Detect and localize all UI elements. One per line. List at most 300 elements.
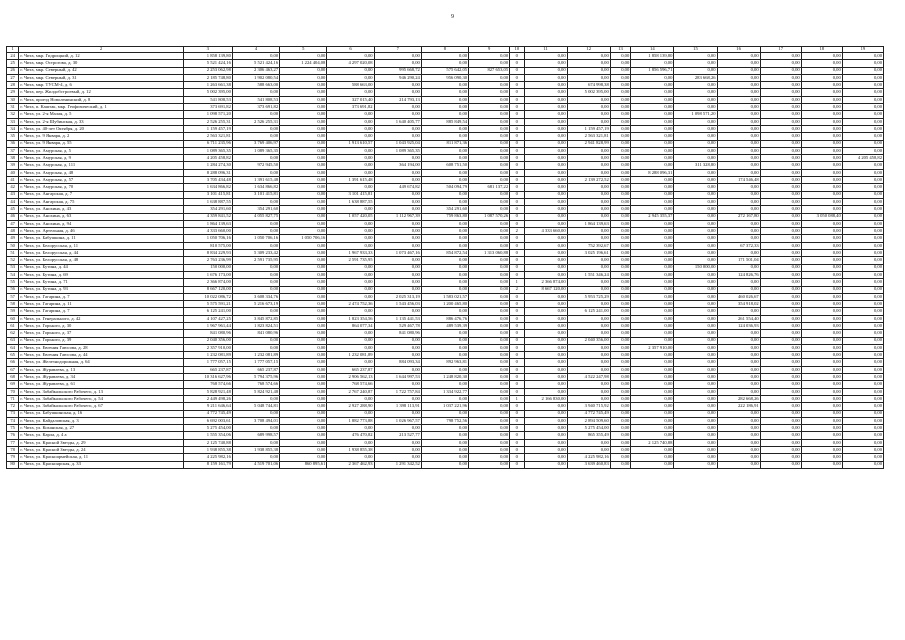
value-cell: 0,00 — [801, 89, 842, 96]
value-cell: 689 998,57 — [232, 432, 279, 439]
value-cell: 0,00 — [610, 322, 631, 329]
value-cell: 0,00 — [717, 118, 760, 125]
value-cell: 0,00 — [842, 447, 883, 454]
value-cell: 0,00 — [524, 322, 567, 329]
value-cell: 0,00 — [674, 147, 717, 154]
value-cell: 1 050 706,16 — [183, 235, 232, 242]
value-cell: 0,00 — [567, 147, 610, 154]
value-cell: 0,00 — [567, 366, 610, 373]
value-cell: 0,00 — [421, 344, 468, 351]
value-cell: 0,00 — [674, 184, 717, 191]
value-cell: 0,00 — [801, 293, 842, 300]
value-cell: 1 089 365,35 — [374, 147, 421, 154]
row-number-cell: 49 — [7, 235, 19, 242]
value-cell: 0,00 — [469, 279, 510, 286]
value-cell: 4 359 841,52 — [183, 213, 232, 220]
value-cell: 752 392,67 — [567, 242, 610, 249]
value-cell: 0,00 — [232, 279, 279, 286]
address-cell: г. Чита, ул. Карла, д. 4 а — [19, 432, 183, 439]
value-cell: 1 391 615,48 — [232, 177, 279, 184]
value-cell: 0,00 — [421, 82, 468, 89]
value-cell: 0,00 — [610, 410, 631, 417]
value-cell: 0,00 — [842, 184, 883, 191]
value-cell: 0 — [510, 133, 524, 140]
value-cell: 0,00 — [842, 96, 883, 103]
value-cell: 0,00 — [567, 257, 610, 264]
table-row — [7, 118, 884, 125]
value-cell: 1 858 139,80 — [631, 53, 674, 60]
value-cell: 0,00 — [842, 89, 883, 96]
value-cell: 0,00 — [760, 198, 801, 205]
table-row — [7, 206, 884, 213]
value-cell: 2 357 910,00 — [183, 344, 232, 351]
value-cell: 0,00 — [374, 235, 421, 242]
value-cell: 0,00 — [421, 454, 468, 461]
value-cell: 0,00 — [524, 308, 567, 315]
value-cell: 860 895,61 — [280, 461, 327, 468]
value-cell: 541 808,53 — [232, 96, 279, 103]
address-cell: г. Чита, ул. Красной Звезды, д. 24 — [19, 447, 183, 454]
value-cell: 0,00 — [374, 228, 421, 235]
table-row — [7, 89, 884, 96]
value-cell: 0,00 — [610, 67, 631, 74]
value-cell: 0,00 — [760, 454, 801, 461]
value-cell: 0,00 — [280, 454, 327, 461]
address-cell: г. Чита, ул. Анохина, д. 63 — [19, 213, 183, 220]
column-header: 10 — [510, 47, 524, 53]
value-cell: 0,00 — [610, 301, 631, 308]
value-cell: 0,00 — [801, 74, 842, 81]
value-cell: 0,00 — [374, 104, 421, 111]
value-cell: 1 098 571,20 — [674, 111, 717, 118]
value-cell: 0,00 — [421, 425, 468, 432]
value-cell: 0,00 — [374, 344, 421, 351]
value-cell: 0,00 — [469, 162, 510, 169]
value-cell: 0 — [510, 454, 524, 461]
value-cell: 5 824 921,48 — [232, 388, 279, 395]
value-cell: 0,00 — [760, 366, 801, 373]
value-cell: 1 043 925,04 — [374, 140, 421, 147]
value-cell: 0,00 — [674, 271, 717, 278]
address-cell: г. Чита, ул. Гагарина, д. 7 — [19, 293, 183, 300]
table-row — [7, 169, 884, 176]
value-cell: 0,00 — [801, 352, 842, 359]
value-cell: 0,00 — [374, 337, 421, 344]
row-number-cell: 45 — [7, 206, 19, 213]
value-cell: 0,00 — [232, 111, 279, 118]
row-number-cell: 55 — [7, 279, 19, 286]
value-cell: 0,00 — [524, 213, 567, 220]
value-cell: 956 090,30 — [421, 74, 468, 81]
value-cell: 0,00 — [280, 410, 327, 417]
value-cell: 0,00 — [280, 425, 327, 432]
table-row — [7, 322, 884, 329]
value-cell: 2 306 463,27 — [232, 67, 279, 74]
value-cell: 222 186,91 — [717, 403, 760, 410]
value-cell: 0,00 — [567, 74, 610, 81]
address-cell: г. Чита, ул. Забайкальского Рабочего, д. 13 — [19, 388, 183, 395]
value-cell: 0,00 — [842, 67, 883, 74]
value-cell: 0,00 — [280, 301, 327, 308]
value-cell: 0,00 — [567, 184, 610, 191]
value-cell: 0,00 — [801, 359, 842, 366]
table-row — [7, 228, 884, 235]
value-cell: 0,00 — [760, 228, 801, 235]
address-cell: г. Чита, ул. Белорусская, д. 48 — [19, 257, 183, 264]
value-cell: 0,00 — [524, 125, 567, 132]
value-cell: 0,00 — [610, 82, 631, 89]
address-cell: г. Чита, пер. Жилдобстроевый, д. 12 — [19, 89, 183, 96]
value-cell: 213 527,77 — [374, 432, 421, 439]
address-cell: г. Чита, ул. Кайдаловская, д. 3 — [19, 417, 183, 424]
value-cell: 0,00 — [801, 417, 842, 424]
value-cell: 0,00 — [327, 271, 374, 278]
table-row — [7, 155, 884, 162]
value-cell: 0,00 — [567, 60, 610, 67]
value-cell: 0,00 — [280, 162, 327, 169]
table-row — [7, 344, 884, 351]
value-cell: 0,00 — [631, 374, 674, 381]
value-cell: 0,00 — [232, 220, 279, 227]
value-cell: 0 — [510, 403, 524, 410]
value-cell: 0,00 — [610, 206, 631, 213]
value-cell: 0 — [510, 432, 524, 439]
value-cell: 0,00 — [631, 96, 674, 103]
value-cell: 2 591 735,95 — [232, 257, 279, 264]
value-cell: 0,00 — [280, 257, 327, 264]
value-cell: 0,00 — [610, 417, 631, 424]
value-cell: 0 — [510, 257, 524, 264]
value-cell: 0,00 — [567, 359, 610, 366]
value-cell: 4 333 660,00 — [183, 228, 232, 235]
value-cell: 0,00 — [232, 242, 279, 249]
value-cell: 0,00 — [469, 242, 510, 249]
value-cell: 0 — [510, 425, 524, 432]
address-cell: г. Чита, ул. 9 Января, д. 2 — [19, 133, 183, 140]
value-cell: 10 022 086,72 — [183, 293, 232, 300]
value-cell: 0,00 — [717, 191, 760, 198]
value-cell: 0,00 — [610, 461, 631, 468]
value-cell: 3 705 434,48 — [183, 177, 232, 184]
value-cell: 0,00 — [842, 315, 883, 322]
value-cell: 0,00 — [760, 417, 801, 424]
value-cell: 0,00 — [842, 301, 883, 308]
value-cell: 0,00 — [524, 191, 567, 198]
value-cell: 1 676 173,00 — [183, 271, 232, 278]
value-cell: 0,00 — [469, 125, 510, 132]
value-cell: 0,00 — [524, 177, 567, 184]
column-header: 6 — [327, 47, 374, 53]
value-cell: 0,00 — [674, 242, 717, 249]
value-cell: 2 767 240,87 — [327, 388, 374, 395]
value-cell: 0,00 — [631, 315, 674, 322]
value-cell: 0,00 — [421, 330, 468, 337]
value-cell: 0,00 — [760, 177, 801, 184]
value-cell: 0,00 — [760, 425, 801, 432]
table-row — [7, 220, 884, 227]
value-cell: 0 — [510, 60, 524, 67]
value-cell: 0,00 — [717, 250, 760, 257]
address-cell: г. Чита, ул. Бабушкинская, д. 16 — [19, 410, 183, 417]
value-cell: 0,00 — [524, 352, 567, 359]
value-cell: 0,00 — [610, 344, 631, 351]
value-cell: 0,00 — [801, 279, 842, 286]
value-cell: 0,00 — [801, 82, 842, 89]
value-cell: 0,00 — [524, 403, 567, 410]
row-number-cell: 63 — [7, 337, 19, 344]
value-cell: 0,00 — [374, 454, 421, 461]
value-cell: 0,00 — [469, 133, 510, 140]
value-cell: 0,00 — [674, 417, 717, 424]
value-cell: 0,00 — [717, 104, 760, 111]
value-cell: 2 927 288,90 — [327, 403, 374, 410]
value-cell: 0,00 — [631, 352, 674, 359]
value-cell: 0,00 — [280, 67, 327, 74]
row-number-cell: 64 — [7, 344, 19, 351]
value-cell: 0,00 — [469, 425, 510, 432]
value-cell: 0,00 — [567, 315, 610, 322]
value-cell: 1 640 405,77 — [374, 118, 421, 125]
table-row — [7, 374, 884, 381]
value-cell: 1 856 596,71 — [631, 67, 674, 74]
value-cell: 0,00 — [280, 337, 327, 344]
value-cell: 0,00 — [801, 96, 842, 103]
value-cell: 0,00 — [674, 104, 717, 111]
value-cell: 6 125 241,00 — [183, 308, 232, 315]
row-number-cell: 38 — [7, 155, 19, 162]
value-cell: 0,00 — [842, 410, 883, 417]
value-cell: 0,00 — [232, 125, 279, 132]
value-cell: 0,00 — [524, 220, 567, 227]
value-cell: 0,00 — [232, 344, 279, 351]
address-cell: г. Чита, ул. Белорусская, д. 11 — [19, 242, 183, 249]
address-cell: г. Чита, ул. Генерального, д. 42 — [19, 315, 183, 322]
value-cell: 0,00 — [421, 191, 468, 198]
value-cell: 0,00 — [232, 439, 279, 446]
value-cell: 0,00 — [232, 198, 279, 205]
row-number-cell: 78 — [7, 447, 19, 454]
value-cell: 0,00 — [421, 366, 468, 373]
value-cell: 0,00 — [469, 352, 510, 359]
value-cell: 0,00 — [760, 395, 801, 402]
value-cell: 0,00 — [232, 53, 279, 60]
row-number-cell: 48 — [7, 228, 19, 235]
value-cell: 0,00 — [421, 235, 468, 242]
value-cell: 5 216 673,19 — [232, 301, 279, 308]
value-cell: 0 — [510, 125, 524, 132]
table-row — [7, 461, 884, 468]
row-number-cell: 60 — [7, 315, 19, 322]
value-cell: 0,00 — [631, 155, 674, 162]
column-header: 7 — [374, 47, 421, 53]
value-cell: 0 — [510, 191, 524, 198]
address-cell: г. Чита, мкр. Острогова, д. 30 — [19, 60, 183, 67]
row-number-cell: 77 — [7, 439, 19, 446]
value-cell: 0,00 — [524, 53, 567, 60]
value-cell: 2 357 910,00 — [631, 344, 674, 351]
address-cell: г. Чита, ул. Гагарина, д. 7 — [19, 308, 183, 315]
table-row — [7, 410, 884, 417]
value-cell: 0,00 — [327, 264, 374, 271]
value-cell: 0,00 — [842, 439, 883, 446]
column-header: 14 — [631, 47, 674, 53]
row-number-cell: 80 — [7, 461, 19, 468]
value-cell: 0,00 — [760, 403, 801, 410]
value-cell: 0,00 — [610, 447, 631, 454]
value-cell: 0,00 — [374, 60, 421, 67]
value-cell: 0,00 — [631, 184, 674, 191]
value-cell: 0 — [510, 140, 524, 147]
value-cell: 0,00 — [631, 410, 674, 417]
row-number-cell: 51 — [7, 250, 19, 257]
value-cell: 504 094,79 — [421, 184, 468, 191]
value-cell: 0,00 — [280, 366, 327, 373]
value-cell: 0,00 — [469, 53, 510, 60]
value-cell: 0 — [510, 301, 524, 308]
value-cell: 0,00 — [842, 111, 883, 118]
value-cell: 0,00 — [801, 191, 842, 198]
value-cell: 0,00 — [674, 228, 717, 235]
column-header: 19 — [842, 47, 883, 53]
row-number-cell: 65 — [7, 352, 19, 359]
value-cell: 0,00 — [280, 74, 327, 81]
value-cell: 841 080,96 — [374, 330, 421, 337]
row-number-cell: 47 — [7, 220, 19, 227]
value-cell: 0,00 — [524, 140, 567, 147]
value-cell: 0 — [510, 82, 524, 89]
value-cell: 575 642,05 — [421, 67, 468, 74]
value-cell: 5 309 233,42 — [232, 250, 279, 257]
value-cell: 4 519 701,06 — [232, 461, 279, 468]
value-cell: 0,00 — [842, 140, 883, 147]
value-cell: 0,00 — [801, 344, 842, 351]
value-cell: 588 663,00 — [232, 82, 279, 89]
value-cell: 1 026 967,57 — [374, 417, 421, 424]
value-cell: 0,00 — [610, 395, 631, 402]
value-cell: 0,00 — [327, 242, 374, 249]
value-cell: 0,00 — [469, 301, 510, 308]
value-cell: 0 — [510, 111, 524, 118]
table-row — [7, 403, 884, 410]
value-cell: 0,00 — [610, 242, 631, 249]
value-cell: 0,00 — [631, 111, 674, 118]
value-cell: 0,00 — [524, 264, 567, 271]
row-number-cell: 42 — [7, 184, 19, 191]
value-cell: 0,00 — [674, 96, 717, 103]
value-cell: 0,00 — [760, 82, 801, 89]
register-table — [6, 46, 884, 469]
address-cell: г. Чита, ул. Амурская, д. 70 — [19, 184, 183, 191]
column-header: 3 — [183, 47, 232, 53]
value-cell: 1 722 757,84 — [374, 388, 421, 395]
value-cell: 0,00 — [374, 395, 421, 402]
address-cell: г. Чита, ул. Бутина, д. 93 — [19, 286, 183, 293]
value-cell: 0,00 — [469, 74, 510, 81]
column-header: 2 — [19, 47, 183, 53]
value-cell: 0,00 — [842, 279, 883, 286]
value-cell: 9 211 646,64 — [183, 403, 232, 410]
value-cell: 1 398 113,91 — [374, 403, 421, 410]
value-cell: 0,00 — [610, 228, 631, 235]
value-cell: 0,00 — [327, 439, 374, 446]
value-cell: 0,00 — [717, 67, 760, 74]
value-cell: 768 574,66 — [327, 381, 374, 388]
value-cell: 0,00 — [610, 432, 631, 439]
value-cell: 810 575,00 — [183, 242, 232, 249]
value-cell: 0,00 — [610, 271, 631, 278]
value-cell: 0,00 — [674, 432, 717, 439]
value-cell: 0,00 — [610, 191, 631, 198]
value-cell: 0,00 — [567, 286, 610, 293]
value-cell: 0,00 — [232, 271, 279, 278]
value-cell: 0,00 — [674, 439, 717, 446]
value-cell: 0,00 — [801, 133, 842, 140]
value-cell: 588 663,00 — [327, 82, 374, 89]
value-cell: 0,00 — [327, 228, 374, 235]
row-number-cell: 46 — [7, 213, 19, 220]
value-cell: 4 297 020,08 — [327, 60, 374, 67]
value-cell: 0,00 — [717, 111, 760, 118]
value-cell: 0,00 — [717, 206, 760, 213]
value-cell: 0,00 — [469, 206, 510, 213]
value-cell: 0,00 — [674, 403, 717, 410]
row-number-cell: 44 — [7, 198, 19, 205]
value-cell: 0,00 — [327, 67, 374, 74]
row-number-cell: 37 — [7, 147, 19, 154]
value-cell: 0,00 — [524, 162, 567, 169]
value-cell: 0,00 — [524, 388, 567, 395]
value-cell: 0,00 — [280, 169, 327, 176]
row-number-cell: 40 — [7, 169, 19, 176]
value-cell: 0,00 — [524, 169, 567, 176]
value-cell: 0,00 — [760, 96, 801, 103]
value-cell: 0,00 — [469, 235, 510, 242]
value-cell: 0,00 — [760, 286, 801, 293]
value-cell: 0,00 — [232, 286, 279, 293]
value-cell: 0,00 — [567, 439, 610, 446]
address-cell: г. Чита, ул. Горького, д. 39 — [19, 337, 183, 344]
value-cell: 0 — [510, 213, 524, 220]
value-cell: 0,00 — [717, 352, 760, 359]
value-cell: 0,00 — [524, 155, 567, 162]
row-number-cell: 35 — [7, 133, 19, 140]
value-cell: 0,00 — [421, 279, 468, 286]
value-cell: 0,00 — [374, 439, 421, 446]
value-cell: 0,00 — [760, 315, 801, 322]
value-cell: 0,00 — [280, 279, 327, 286]
value-cell: 0,00 — [374, 264, 421, 271]
table-row — [7, 439, 884, 446]
value-cell: 0,00 — [421, 60, 468, 67]
value-cell: 489 539,39 — [421, 322, 468, 329]
table-row — [7, 395, 884, 402]
value-cell: 0,00 — [469, 395, 510, 402]
value-cell: 8 288 096,31 — [631, 169, 674, 176]
value-cell: 0,00 — [567, 235, 610, 242]
value-cell: 0,00 — [717, 337, 760, 344]
table-row — [7, 184, 884, 191]
value-cell: 0,00 — [567, 67, 610, 74]
value-cell: 2 563 321,81 — [183, 133, 232, 140]
value-cell: 0,00 — [610, 381, 631, 388]
value-cell: 0,00 — [567, 388, 610, 395]
value-cell: 0,00 — [421, 169, 468, 176]
value-cell: 0,00 — [327, 147, 374, 154]
value-cell: 0,00 — [280, 82, 327, 89]
column-header: 16 — [717, 47, 760, 53]
row-number-cell: 61 — [7, 322, 19, 329]
row-number-cell: 67 — [7, 366, 19, 373]
